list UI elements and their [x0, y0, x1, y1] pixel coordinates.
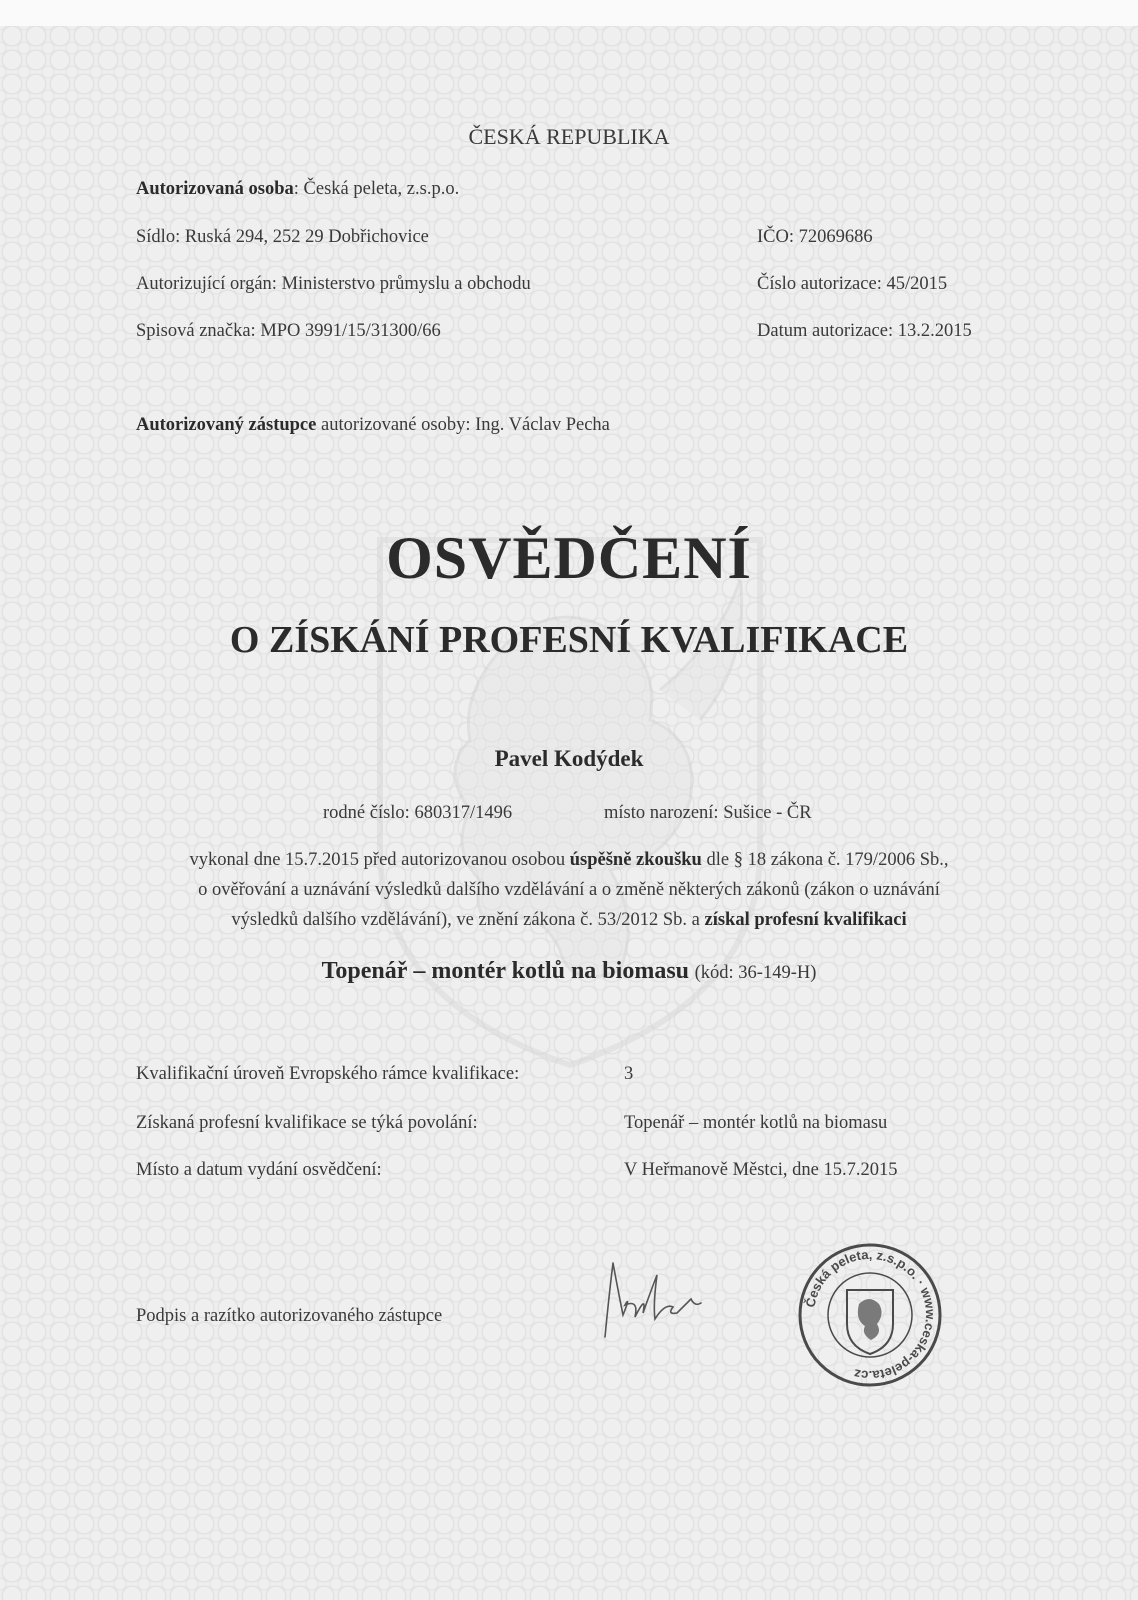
- detail-label: Získaná profesní kvalifikace se týká povolání:: [136, 1113, 478, 1133]
- detail-value: 3: [624, 1064, 634, 1084]
- signature-label: Podpis a razítko autorizovaného zástupce: [136, 1306, 443, 1326]
- statement-bold-exam: úspěšně zkoušku: [569, 850, 702, 870]
- authorization-date-text: Datum autorizace: 13.2.2015: [757, 321, 972, 341]
- statement-line-1: [0, 850, 1138, 871]
- representative-label: Autorizovaný zástupce: [136, 415, 317, 435]
- ico-text: IČO: 72069686: [757, 227, 873, 247]
- authorized-person-line: [136, 179, 459, 200]
- detail-label: Kvalifikační úroveň Evropského rámce kvalifikace:: [136, 1064, 520, 1084]
- detail-value: V Heřmanově Městci, dne 15.7.2015: [624, 1160, 898, 1180]
- representative-line: [136, 415, 610, 436]
- authorized-person-value: : Česká peleta, z.s.p.o.: [293, 179, 460, 199]
- authorization-number-text: Číslo autorizace: 45/2015: [757, 274, 948, 294]
- statement-bold-qualification: získal profesní kvalifikaci: [704, 910, 907, 930]
- svg-text:Česká peleta, z.s.p.o. · www.c: Česká peleta, z.s.p.o. · www.ceska-peleta.cz: [802, 1246, 939, 1384]
- file-mark-text: Spisová značka: MPO 3991/15/31300/66: [136, 321, 441, 341]
- statement-line-2: o ověřování a uznávání výsledků dalšího vzdělávání a o změně některých zákonů (zákon o uznávání: [198, 880, 940, 900]
- birth-number: rodné číslo: 680317/1496: [323, 803, 513, 823]
- country-heading: ČESKÁ REPUBLIKA: [468, 124, 670, 149]
- holder-name: Pavel Kodýdek: [494, 746, 644, 771]
- lion-watermark-icon: [360, 520, 780, 1080]
- qualification-code: (kód: 36-149-H): [694, 963, 817, 983]
- detail-label: Místo a datum vydání osvědčení:: [136, 1160, 382, 1180]
- statement-text: dle § 18 zákona č. 179/2006 Sb.,: [701, 850, 949, 870]
- qualification-line: [0, 958, 1138, 985]
- statement-line-3: [0, 910, 1138, 931]
- birth-place: místo narození: Sušice - ČR: [604, 803, 812, 823]
- detail-value: Topenář – montér kotlů na biomasu: [624, 1113, 888, 1133]
- seat-text: Sídlo: Ruská 294, 252 29 Dobřichovice: [136, 227, 429, 247]
- statement-text: vykonal dne 15.7.2015 před autorizovanou osobou: [189, 850, 570, 870]
- certificate-title: OSVĚDČENÍ: [386, 525, 752, 591]
- stamp-icon: [797, 1242, 943, 1388]
- signature-icon: [595, 1255, 705, 1340]
- statement-text: výsledků dalšího vzdělávání), ve znění zákona č. 53/2012 Sb. a: [231, 910, 705, 930]
- qualification-name: Topenář – montér kotlů na biomasu: [321, 958, 689, 984]
- representative-value: autorizované osoby: Ing. Václav Pecha: [316, 415, 610, 435]
- top-margin: [0, 0, 1138, 26]
- certificate-subtitle: O ZÍSKÁNÍ PROFESNÍ KVALIFIKACE: [229, 619, 909, 661]
- authorized-person-label: Autorizovaná osoba: [136, 179, 294, 199]
- authorizing-body-text: Autorizující orgán: Ministerstvo průmyslu a obchodu: [136, 274, 531, 294]
